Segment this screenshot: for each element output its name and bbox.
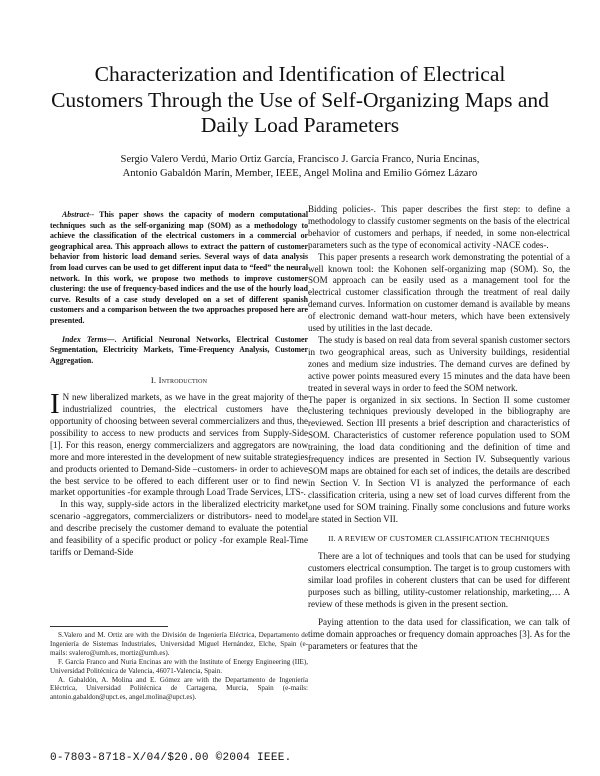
review-paragraph-2: Paying attention to the data used for classification, we can talk of time domain approaches or frequency domain approaches [3]. As for the parameters or features that the — [308, 616, 571, 651]
footnote-1: S.Valero and M. Ortiz are with the División de Ingeniería Eléctrica, Departamento de Ingeniería de Sistemas Industriales, Universidad Miguel Hernández, Elche, Spain (e-mails: svalero@umh.es, mortiz@umh.es). — [50, 631, 308, 657]
index-terms-lead: Index Terms— — [62, 334, 115, 344]
right-paragraph-3: The study is based on real data from several spanish customer sectors in two geographical areas, such as University buildings, residential zones and medium size industries. The demand curves are defined by active power points measured every 15 minutes and the data have been treated in several ways in order to feed the SOM network. — [308, 334, 570, 393]
footnotes — [50, 631, 308, 702]
author-list — [60, 153, 540, 181]
intro-paragraph-1 — [50, 388, 308, 499]
author-line-1: Sergio Valero Verdú, Mario Ortiz García, Francisco J. García Franco, Nuria Encinas, — [120, 154, 480, 165]
footnote-2: F. García Franco and Nuria Encinas are with the Institute of Energy Engineering (IIE), Universidad Politécnica de Valencia, 46071-Valencia, Spain. — [50, 657, 308, 675]
section-title: A REVIEW OF CUSTOMER CLASSIFICATION TECHNIQUES — [337, 534, 550, 544]
isbn-footer: 0-7803-8718-X/04/$20.00 ©2004 IEEE. — [50, 752, 292, 764]
abstract-lead: Abstract-- — [62, 210, 95, 219]
footnote-3: A. Gabaldón, A. Molina and E. Gómez are with the Departamento de Ingeniería Eléctrica, Universidad Politécnica de Cartagena, Murcia, Spain (e-mails: antonio.gabaldon@upct.es, angel.molina@upct.es). — [50, 675, 308, 702]
paper-title: Characterization and Identification of Electrical Customers Through the Use of Self-Organizing Maps and Daily Load Parameters — [51, 62, 549, 137]
intro-paragraph-1-text: N new liberalized markets, as we have in the great majority of the industrialized countries, the electrical customers have the opportunity of choosing between several commercializers and thus, the possibility to access to new products and services from Supply-Side [1]. For this reason, energy commercializers and aggregators are now more and more interested in the development of new suitable strategies and products oriented to Demand-Side –customers- in order to achieve the best service to be offered to each different user or to find new market opportunities -for example through Load Trade Services, LTS-. — [50, 392, 308, 498]
index-terms-text: . Artificial Neuronal Networks, Electrical Customer Segmentation, Electricity Markets, Time-Frequency Analysis, Customer Aggregation. — [50, 334, 308, 365]
right-paragraph-1: Bidding policies-. This paper describes the first step: to define a methodology to classify customer segments on the basis of the electrical behavior of customers and perhaps, if needed, in some non-electrical parameters such as the type of economical activity -NACE codes-. — [308, 204, 570, 250]
right-paragraph-4: The paper is organized in six sections. In Section II some customer clustering techniques previously developed in the bibliography are reviewed. Section III presents a brief description and characteristics of SOM. Characteristics of customer reference population used to SOM training, the load data conditioning and the definition of time and frequency indices are presented in Section IV. Subsequently various SOM maps are obtained for each set of indices, the details are described in Section V. In Section VI is analyzed the performance of each classification criteria, using a new set of load curves different from the one used for SOM training. Finally some conclusions and future works are stated in Section VII. — [308, 394, 570, 524]
index-terms — [50, 335, 308, 367]
footnote-rule — [50, 626, 168, 627]
abstract — [50, 210, 308, 327]
section-heading-introduction — [50, 375, 308, 387]
abstract-text: This paper shows the capacity of modern computational techniques such as the self-organizing map (SOM) as a methodology to achieve the classification of the electrical customers in a commercial or geographical area. This approach allows to extract the pattern of customer behavior from historic load demand series. Several ways of data analysis from load curves can be used to get different input data to “feed” the neural network. In this work, we propose two methods to improve customer clustering: the use of frequency-based indices and the use of the hourly load curve. Results of a case study developed on a set of different spanish customers and a comparison between the two approaches proposed here are presented. — [50, 210, 308, 325]
section-number: I. — [150, 375, 159, 386]
section-number: II. — [328, 534, 338, 544]
intro-paragraph-2: In this way, supply-side actors in the liberalized electricity market scenario -aggregators, commercializers or distributors- need to model and describe precisely the customer demand to evaluate the potential and feasibility of a specific product or policy -for example Real-Time tariffs or Demand-Side — [50, 499, 308, 557]
right-column — [308, 204, 570, 653]
left-column — [50, 210, 308, 625]
author-line-2: Antonio Gabaldón Marín, Member, IEEE, Angel Molina and Emilio Gómez Lázaro — [122, 168, 478, 179]
section-heading-review — [308, 533, 570, 545]
review-paragraph-1: There are a lot of techniques and tools that can be used for studying customers electrical consumption. The target is to group customers with similar load profiles in coherent clusters that can be used for different purposes such as billing, utility-customer relationship, marketing,… A review of these methods is given in the present section. — [308, 551, 570, 609]
drop-cap: I — [50, 388, 60, 421]
section-title: Introduction — [158, 375, 208, 386]
right-paragraph-2: This paper presents a research work demonstrating the potential of a well known tool: the Kohonen self-organizing map (SOM). So, the SOM approach can be easily used as a management tool for the electrical customer classification through the treatment of real daily demand curves. Information on customer demand is available by means of electronic demand watt-hour meters, which have been extensively used by utilities in the last decade. — [308, 251, 570, 334]
